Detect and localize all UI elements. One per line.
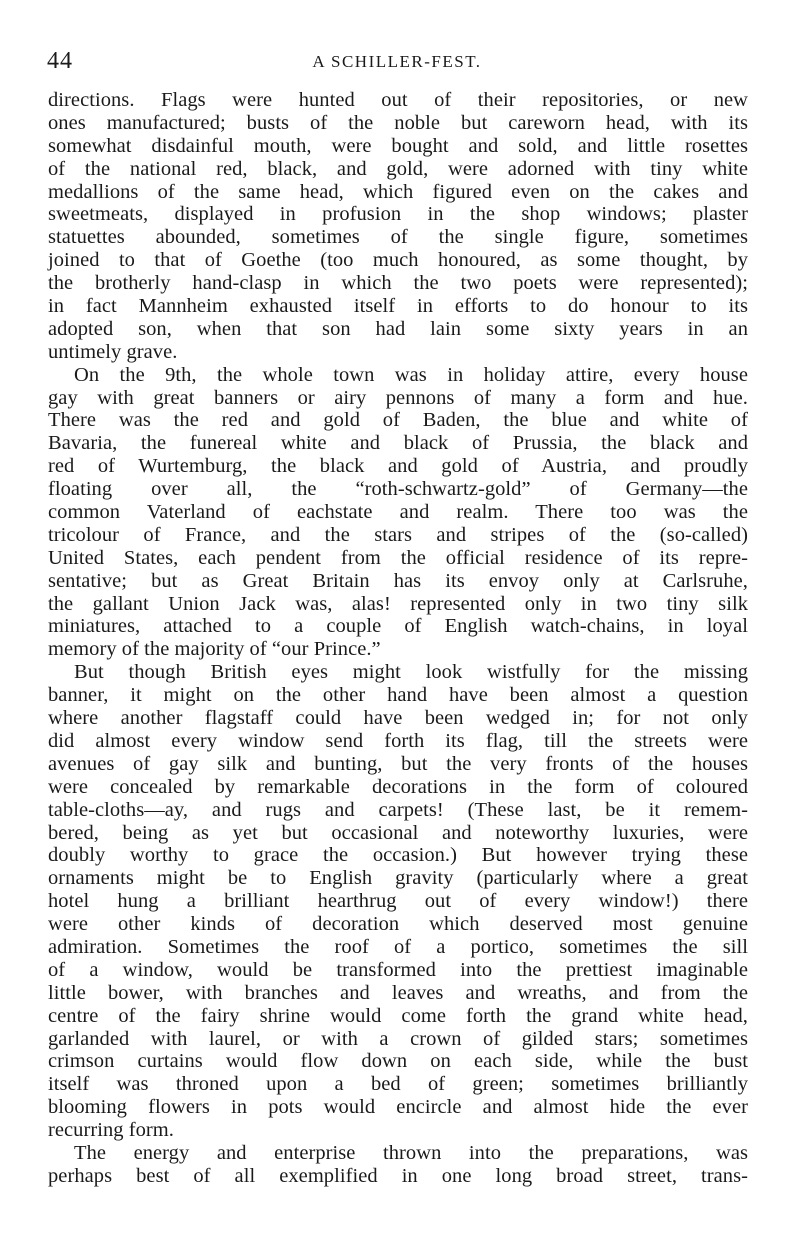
page-number: 44 <box>47 48 73 74</box>
text-line: common Vaterland of eachstate and realm. There too was the <box>48 501 748 524</box>
text-line: sentative; but as Great Britain has its envoy only at Carlsruhe, <box>48 569 748 592</box>
text-line: garlanded with laurel, or with a crown of gilded stars; sometimes <box>48 1027 748 1050</box>
text-line: miniatures, attached to a couple of English watch-chains, in loyal <box>48 615 748 638</box>
running-head <box>47 48 747 78</box>
text-line: where another flagstaff could have been wedged in; for not only <box>48 707 748 730</box>
text-line: doubly worthy to grace the occasion.) But however trying these <box>48 844 748 867</box>
text-line: were other kinds of decoration which deserved most genuine <box>48 913 748 936</box>
text-line: ornaments might be to English gravity (particularly where a great <box>48 867 748 890</box>
text-line: red of Wurtemburg, the black and gold of Austria, and proudly <box>48 455 748 478</box>
text-line: crimson curtains would flow down on each side, while the bust <box>48 1050 748 1073</box>
text-line: perhaps best of all exemplified in one long broad street, trans- <box>48 1164 748 1187</box>
text-line: table-cloths—ay, and rugs and carpets! (These last, be it remem- <box>48 798 748 821</box>
text-line: On the 9th, the whole town was in holiday attire, every house <box>74 363 748 386</box>
text-line: tricolour of France, and the stars and stripes of the (so-called) <box>48 523 748 546</box>
text-line: gay with great banners or airy pennons of many a form and hue. <box>48 386 748 409</box>
text-line: statuettes abounded, sometimes of the single figure, sometimes <box>48 226 748 249</box>
text-line: bered, being as yet but occasional and noteworthy luxuries, were <box>48 821 748 844</box>
text-line: But though British eyes might look wistfully for the missing <box>74 661 748 684</box>
text-line: United States, each pendent from the official residence of its repre- <box>48 546 748 569</box>
text-line: medallions of the same head, which figured even on the cakes and <box>48 180 748 203</box>
text-line: banner, it might on the other hand have been almost a question <box>48 684 748 707</box>
text-line: joined to that of Goethe (too much honoured, as some thought, by <box>48 249 748 272</box>
text-line: ones manufactured; busts of the noble but careworn head, with its <box>48 111 748 134</box>
text-line: did almost every window send forth its flag, till the streets were <box>48 729 748 752</box>
text-line: in fact Mannheim exhausted itself in efforts to do honour to its <box>48 295 748 318</box>
text-line: memory of the majority of “our Prince.” <box>48 638 381 661</box>
text-line: somewhat disdainful mouth, were bought and sold, and little rosettes <box>48 134 748 157</box>
text-line: hotel hung a brilliant hearthrug out of every window!) there <box>48 890 748 913</box>
text-line: of a window, would be transformed into the prettiest imaginable <box>48 958 748 981</box>
text-line: sweetmeats, displayed in profusion in the shop windows; plaster <box>48 203 748 226</box>
text-line: adopted son, when that son had lain some sixty years in an <box>48 317 748 340</box>
text-line: The energy and enterprise thrown into the preparations, was <box>74 1141 748 1164</box>
text-line: untimely grave. <box>48 340 178 363</box>
text-line: centre of the fairy shrine would come forth the grand white head, <box>48 1004 748 1027</box>
text-line: admiration. Sometimes the roof of a portico, sometimes the sill <box>48 935 748 958</box>
text-line: floating over all, the “roth-schwartz-gold” of Germany—the <box>48 478 748 501</box>
text-line: directions. Flags were hunted out of their repositories, or new <box>48 89 748 111</box>
text-line: recurring form. <box>48 1119 174 1142</box>
text-line: Bavaria, the funereal white and black of Prussia, the black and <box>48 432 748 455</box>
text-line: the gallant Union Jack was, alas! represented only in two tiny silk <box>48 592 748 615</box>
body-text <box>48 89 748 1188</box>
running-title: A SCHILLER-FEST. <box>312 52 482 71</box>
text-line: were concealed by remarkable decorations in the form of coloured <box>48 775 748 798</box>
text-line: avenues of gay silk and bunting, but the very fronts of the houses <box>48 752 748 775</box>
text-line: There was the red and gold of Baden, the blue and white of <box>48 409 748 432</box>
text-line: itself was throned upon a bed of green; sometimes brilliantly <box>48 1073 748 1096</box>
text-line: of the national red, black, and gold, were adorned with tiny white <box>48 157 748 180</box>
text-line: the brotherly hand-clasp in which the two poets were represented); <box>48 272 748 295</box>
text-line: little bower, with branches and leaves and wreaths, and from the <box>48 981 748 1004</box>
text-line: blooming flowers in pots would encircle and almost hide the ever <box>48 1096 748 1119</box>
